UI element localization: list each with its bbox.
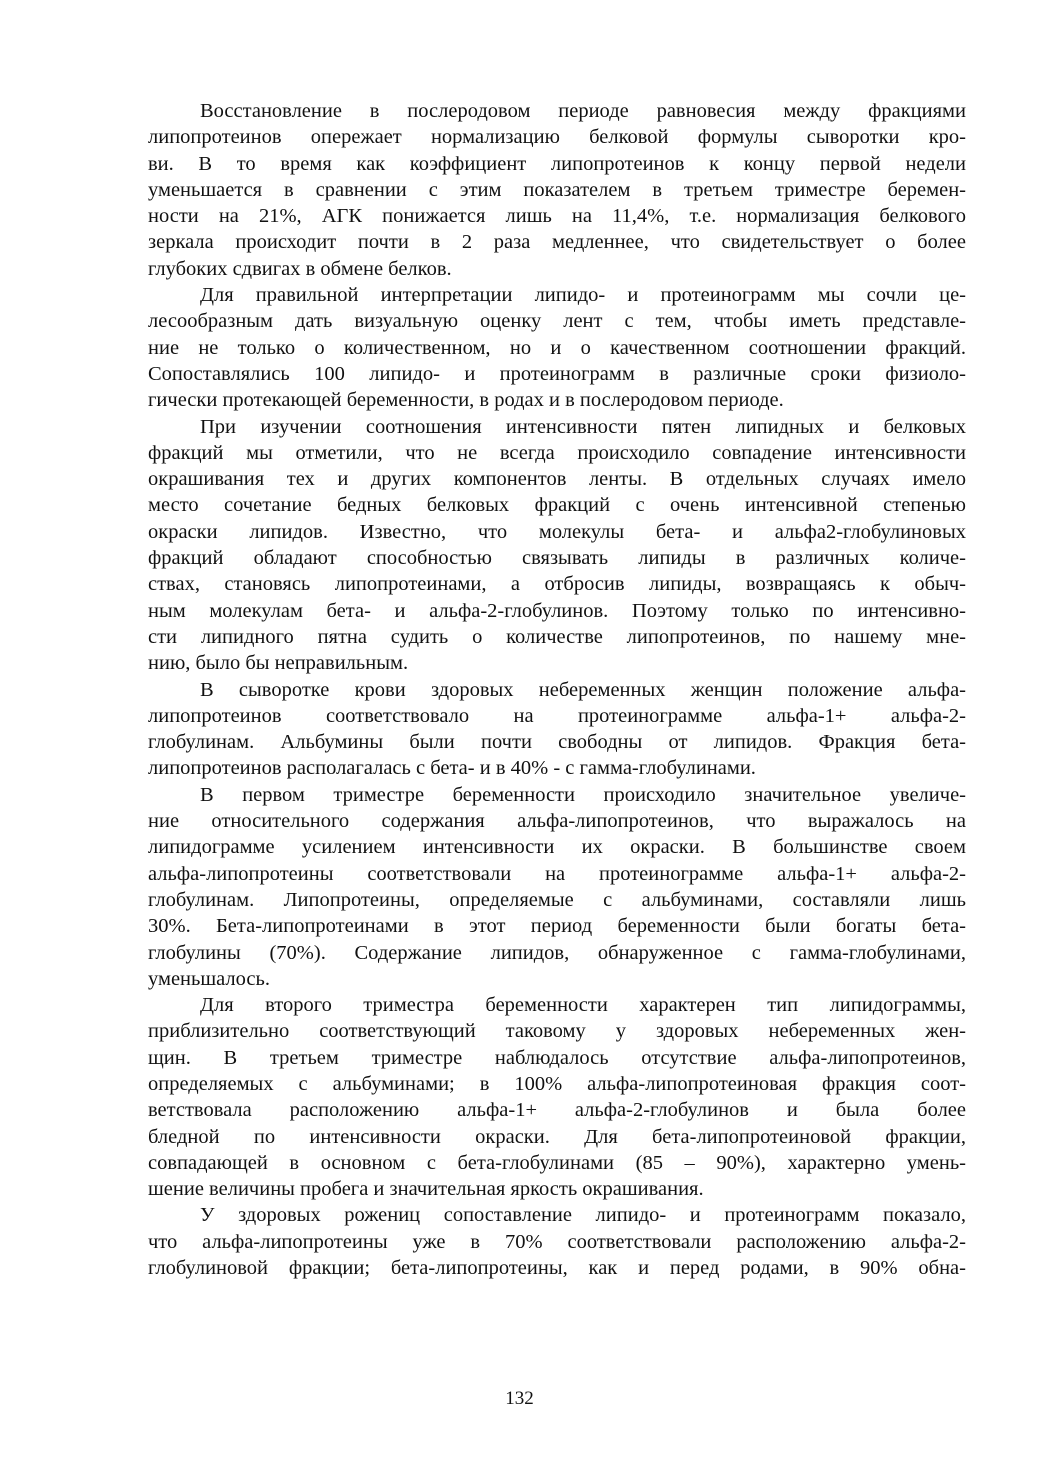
text-line: Восстановление в послеродовом периоде равновесия между фракциями	[200, 100, 966, 122]
text-line: глубоких сдвигах в обмене белков.	[148, 257, 452, 280]
text-line: окраски липидов. Известно, что молекулы бета- и альфа2-глобулиновых	[148, 520, 966, 543]
text-line: место сочетание бедных белковых фракций с очень интенсивной степенью	[148, 494, 966, 517]
text-line: 30%. Бета-липопротеинами в этот период беременности были богаты бета-	[148, 915, 966, 938]
text-line: Сопоставлялись 100 липидо- и протеинограмм в различные сроки физиоло-	[148, 362, 966, 385]
text-line: глобулинам. Липопротеины, определяемые с альбуминами, составляли лишь	[148, 888, 966, 911]
text-line: приблизительно соответствующий таковому у здоровых небеременных жен-	[148, 1020, 966, 1043]
text-line: фракций обладают способностью связывать липиды в различных количе-	[148, 547, 966, 570]
text-line: гически протекающей беременности, в родах и в послеродовом периоде.	[148, 389, 784, 412]
text-line: зеркала происходит почти в 2 раза медленнее, что свидетельствует о более	[148, 231, 966, 254]
paragraph	[148, 414, 966, 677]
paragraph	[148, 782, 966, 992]
text-line: При изучении соотношения интенсивности пятен липидных и белковых	[200, 415, 966, 438]
text-line: У здоровых рожениц сопоставление липидо- и протеинограмм показало,	[200, 1204, 966, 1227]
text-line: В первом триместре беременности происходило значительное увеличе-	[200, 783, 966, 806]
text-line: липопротеинов располагалась с бета- и в 40% - с гамма-глобулинами.	[148, 757, 756, 780]
text-line: ние относительного содержания альфа-липопротеинов, что выражалось на	[148, 810, 966, 833]
text-line: лесообразным дать визуальную оценку лент с тем, чтобы иметь представле-	[148, 310, 966, 333]
document-body	[148, 98, 966, 1281]
text-line: ствах, становясь липопротеинами, а отбросив липиды, возвращаясь к обыч-	[148, 573, 966, 596]
text-line: В сыворотке крови здоровых небеременных женщин положение альфа-	[200, 678, 966, 701]
paragraph	[148, 992, 966, 1202]
text-line: ви. В то время как коэффициент липопротеинов к концу первой недели	[148, 152, 966, 175]
text-line: совпадающей в основном с бета-глобулинами (85 – 90%), характерно умень-	[148, 1151, 966, 1174]
text-line: окрашивания тех и других компонентов ленты. В отдельных случаях имело	[148, 468, 966, 491]
text-line: ным молекулам бета- и альфа-2-глобулинов. Поэтому только по интенсивно-	[148, 599, 966, 622]
text-line: определяемых с альбуминами; в 100% альфа-липопротеиновая фракция соот-	[148, 1072, 966, 1095]
text-line: Для второго триместра беременности характерен тип липидограммы,	[200, 994, 966, 1017]
text-line: уменьшается в сравнении с этим показателем в третьем триместре беремен-	[148, 178, 966, 201]
text-line: фракций мы отметили, что не всегда происходило совпадение интенсивности	[148, 441, 966, 464]
text-line: липопротеинов соответствовало на протеинограмме альфа-1+ альфа-2-	[148, 704, 966, 727]
text-line: липидограмме усилением интенсивности их окраски. В большинстве своем	[148, 836, 966, 859]
text-line: ности на 21%, АГК понижается лишь на 11,4%, т.е. нормализация белкового	[148, 205, 966, 228]
paragraph	[148, 98, 966, 282]
text-line: сти липидного пятна судить о количестве липопротеинов, по нашему мне-	[148, 625, 966, 648]
text-line: ветствовала расположению альфа-1+ альфа-2-глобулинов и была более	[148, 1099, 966, 1122]
text-line: нию, было бы неправильным.	[148, 652, 409, 675]
text-line: глобулинам. Альбумины были почти свободны от липидов. Фракция бета-	[148, 731, 966, 754]
text-line: альфа-липопротеины соответствовали на протеинограмме альфа-1+ альфа-2-	[148, 862, 966, 885]
page-number: 132	[505, 1388, 534, 1409]
paragraph	[148, 677, 966, 782]
text-line: ние не только о количественном, но и о качественном соотношении фракций.	[148, 336, 966, 359]
text-line: шение величины пробега и значительная яркость окрашивания.	[148, 1178, 704, 1201]
text-line: глобулины (70%). Содержание липидов, обнаруженное с гамма-глобулинами,	[148, 941, 966, 964]
text-line: щин. В третьем триместре наблюдалось отсутствие альфа-липопротеинов,	[148, 1046, 966, 1069]
text-line: липопротеинов опережает нормализацию белковой формулы сыворотки кро-	[148, 126, 966, 149]
text-line: Для правильной интерпретации липидо- и протеинограмм мы сочли це-	[200, 284, 966, 307]
text-line: уменьшалось.	[148, 967, 270, 990]
text-line: что альфа-липопротеины уже в 70% соответствовали расположению альфа-2-	[148, 1230, 966, 1253]
paragraph	[148, 282, 966, 413]
text-line: бледной по интенсивности окраски. Для бета-липопротеиновой фракции,	[148, 1125, 966, 1148]
text-line: глобулиновой фракции; бета-липопротеины, как и перед родами, в 90% обна-	[148, 1257, 966, 1280]
paragraph	[148, 1202, 966, 1281]
